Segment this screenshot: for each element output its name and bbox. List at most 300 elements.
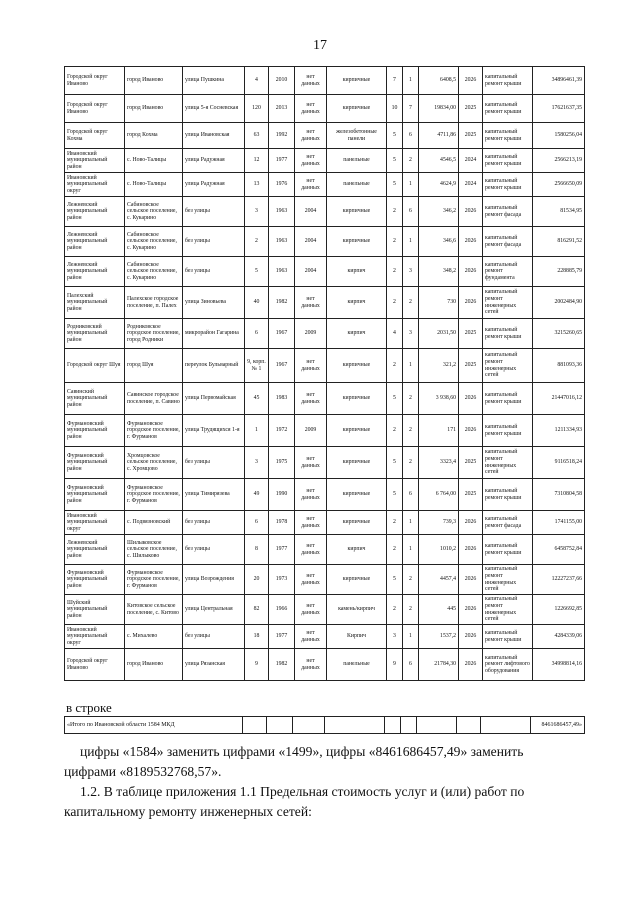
cell-cost: 21447016,12 [533,383,585,415]
cell-year-built: 1977 [269,149,295,173]
cell-settlement: с. Ново-Талицы [125,173,183,197]
cell-work-type: капитальный ремонт лифтового оборудования [483,649,533,681]
cell-overhaul-year: нет данных [295,95,327,123]
cell-plan-year: 2025 [459,479,483,511]
table-row [65,257,585,287]
cell-plan-year: 2026 [459,227,483,257]
cell-overhaul-year: 2009 [295,319,327,349]
cell-area: 21784,30 [419,649,459,681]
cell-house: 63 [245,123,269,149]
cell-house: 2 [245,227,269,257]
cell-municipality: Фурмановский муниципальный район [65,479,125,511]
cell-cost: 6458752,84 [533,535,585,565]
cell-entrances: 2 [403,415,419,447]
cell-street: улица Трудящихся 1-я [183,415,245,447]
cell-street: без улицы [183,447,245,479]
cell-municipality: Шуйский муниципальный район [65,595,125,625]
cell-overhaul-year: нет данных [295,447,327,479]
cell-floors: 2 [387,197,403,227]
cell-wall-material: кирпич [327,257,387,287]
cell-floors: 3 [387,625,403,649]
cell-wall-material: кирпичные [327,565,387,595]
cell-house: 3 [245,197,269,227]
cell-year-built: 1977 [269,535,295,565]
cell-floors: 5 [387,149,403,173]
cell-overhaul-year: нет данных [295,123,327,149]
table-row [65,649,585,681]
cell-wall-material: панельные [327,149,387,173]
cell-entrances: 2 [403,383,419,415]
cell-overhaul-year: нет данных [295,287,327,319]
cell-street: переулок Бульварный [183,349,245,383]
cell-work-type: капитальный ремонт крыши [483,67,533,95]
cell-cost: 12227237,66 [533,565,585,595]
cell-floors: 5 [387,447,403,479]
cell-wall-material: панельные [327,649,387,681]
cell-floors: 5 [387,479,403,511]
cell-wall-material: кирпичные [327,511,387,535]
cell-house: 3 [245,447,269,479]
cell-plan-year: 2025 [459,447,483,479]
cell-cost: 1226692,85 [533,595,585,625]
cell-house: 40 [245,287,269,319]
cell-settlement: Фурмановское городское поселение, г. Фурманов [125,565,183,595]
cell-wall-material: железобетонные панели [327,123,387,149]
cell-wall-material: кирпичные [327,447,387,479]
cell-overhaul-year: нет данных [295,149,327,173]
cell-work-type: капитальный ремонт крыши [483,95,533,123]
cell-plan-year: 2025 [459,319,483,349]
cell-street: микрорайон Гагарина [183,319,245,349]
cell-settlement: город Иваново [125,95,183,123]
cell-house: 1 [245,415,269,447]
cell-street: улица Тимирязева [183,479,245,511]
cell-entrances: 1 [403,511,419,535]
amendment-line-1: цифры «1584» заменить цифрами «1499», цифры «8461686457,49» заменить [80,744,524,759]
cell-wall-material: кирпич [327,287,387,319]
cell-work-type: капитальный ремонт фундамента [483,257,533,287]
cell-area: 445 [419,595,459,625]
cell-year-built: 1963 [269,197,295,227]
cell-house: 49 [245,479,269,511]
cell-entrances: 1 [403,535,419,565]
cell-house: 12 [245,149,269,173]
cell-wall-material: кирпич [327,535,387,565]
cell-cost: 3215260,65 [533,319,585,349]
cell-area: 2031,50 [419,319,459,349]
cell-work-type: капитальный ремонт инженерных сетей [483,565,533,595]
cell-work-type: капитальный ремонт инженерных сетей [483,595,533,625]
cell-overhaul-year: нет данных [295,535,327,565]
cell-work-type: капитальный ремонт крыши [483,415,533,447]
cell-settlement: с. Михалево [125,625,183,649]
cell-overhaul-year: нет данных [295,349,327,383]
cell-area: 4546,5 [419,149,459,173]
cell-entrances: 1 [403,227,419,257]
table-row [65,447,585,479]
cell-floors: 5 [387,383,403,415]
cell-cost: 816291,52 [533,227,585,257]
cell-plan-year: 2026 [459,511,483,535]
cell-area: 4624,9 [419,173,459,197]
cell-area: 3323,4 [419,447,459,479]
table-row [65,349,585,383]
cell-area: 6408,5 [419,67,459,95]
cell-street: улица Ивановская [183,123,245,149]
cell-entrances: 6 [403,479,419,511]
cell-work-type: капитальный ремонт фасада [483,227,533,257]
cell-work-type: капитальный ремонт крыши [483,479,533,511]
cell-street: улица Зиновьева [183,287,245,319]
cell-street: без улицы [183,535,245,565]
cell-entrances: 1 [403,625,419,649]
cell-overhaul-year: нет данных [295,511,327,535]
cell-floors: 2 [387,511,403,535]
cell-floors: 2 [387,349,403,383]
cell-area: 171 [419,415,459,447]
cell-plan-year: 2026 [459,565,483,595]
cell-work-type: капитальный ремонт крыши [483,149,533,173]
cell-work-type: капитальный ремонт крыши [483,123,533,149]
cell-municipality: Родниковский муниципальный район [65,319,125,349]
table-row [65,625,585,649]
cell-work-type: капитальный ремонт крыши [483,173,533,197]
cell-street: улица Радужная [183,149,245,173]
cell-house: 8 [245,535,269,565]
cell-entrances: 1 [403,173,419,197]
cell-municipality: Ивановский муниципальный округ [65,173,125,197]
cell-work-type: капитальный ремонт инженерных сетей [483,349,533,383]
cell-floors: 2 [387,257,403,287]
cell-cost: 2566213,19 [533,149,585,173]
cell-plan-year: 2026 [459,197,483,227]
cell-floors: 2 [387,415,403,447]
cell-wall-material: кирпич [327,319,387,349]
table-row [65,227,585,257]
cell-plan-year: 2026 [459,415,483,447]
cell-wall-material: кирпичные [327,383,387,415]
cell-area: 6 764,00 [419,479,459,511]
cell-entrances: 7 [403,95,419,123]
cell-settlement: Савинское городское поселение, п. Савино [125,383,183,415]
cell-settlement: город Кохма [125,123,183,149]
cell-municipality: Лежневский муниципальный район [65,257,125,287]
cell-house: 5 [245,257,269,287]
cell-settlement: с. Подвязновский [125,511,183,535]
cell-cost: 881093,36 [533,349,585,383]
cell-entrances: 3 [403,257,419,287]
cell-area: 3 938,60 [419,383,459,415]
cell-municipality: Городской округ Иваново [65,95,125,123]
cell-settlement: город Иваново [125,67,183,95]
cell-floors: 7 [387,67,403,95]
cell-house: 20 [245,565,269,595]
cell-settlement: Фурмановское городское поселение, г. Фурманов [125,415,183,447]
cell-plan-year: 2026 [459,625,483,649]
cell-wall-material: камень/кирпич [327,595,387,625]
summary-total: 8461686457,49» [531,717,585,734]
cell-house: 18 [245,625,269,649]
cell-year-built: 2013 [269,95,295,123]
cell-work-type: капитальный ремонт крыши [483,319,533,349]
cell-year-built: 1992 [269,123,295,149]
cell-street: улица Пушкина [183,67,245,95]
cell-year-built: 1966 [269,595,295,625]
cell-municipality: Городской округ Кохма [65,123,125,149]
cell-area: 739,3 [419,511,459,535]
cell-entrances: 6 [403,197,419,227]
cell-house: 9, корп. № 1 [245,349,269,383]
cell-area: 346,2 [419,197,459,227]
cell-year-built: 1978 [269,511,295,535]
table-row [65,123,585,149]
cell-house: 6 [245,511,269,535]
cell-floors: 5 [387,123,403,149]
cell-house: 6 [245,319,269,349]
cell-work-type: капитальный ремонт инженерных сетей [483,447,533,479]
cell-entrances: 6 [403,123,419,149]
table-row [65,95,585,123]
cell-overhaul-year: нет данных [295,67,327,95]
clause-1-2-line-1: 1.2. В таблице приложения 1.1 Предельная стоимость услуг и (или) работ по [80,784,525,799]
cell-municipality: Ивановский муниципальный округ [65,511,125,535]
cell-area: 4457,4 [419,565,459,595]
cell-settlement: с. Ново-Талицы [125,149,183,173]
cell-plan-year: 2026 [459,595,483,625]
cell-settlement: Палехское городское поселение, п. Палех [125,287,183,319]
summary-label: «Итого по Ивановской области 1584 МКД [65,717,243,734]
cell-plan-year: 2025 [459,95,483,123]
cell-municipality: Городской округ Шуя [65,349,125,383]
cell-entrances: 2 [403,595,419,625]
table-row [65,287,585,319]
table-row [65,149,585,173]
cell-overhaul-year: нет данных [295,595,327,625]
cell-entrances: 2 [403,565,419,595]
cell-entrances: 6 [403,649,419,681]
v-stroke-label: в строке [66,700,112,715]
cell-overhaul-year: нет данных [295,479,327,511]
cell-settlement: Шилыковское сельское поселение, с. Шилыково [125,535,183,565]
cell-house: 9 [245,649,269,681]
cell-wall-material: кирпичные [327,197,387,227]
cell-settlement: Фурмановское городское поселение, г. Фурманов [125,479,183,511]
cell-entrances: 3 [403,319,419,349]
cell-year-built: 2010 [269,67,295,95]
cell-municipality: Фурмановский муниципальный район [65,565,125,595]
cell-overhaul-year: нет данных [295,625,327,649]
cell-street: улица Радужная [183,173,245,197]
cell-floors: 2 [387,535,403,565]
table-row [65,415,585,447]
cell-settlement: Сабиновское сельское поселение, с. Кукарино [125,257,183,287]
cell-municipality: Савинский муниципальный район [65,383,125,415]
amendment-line-2: цифрами «8189532768,57». [64,764,222,779]
cell-wall-material: кирпичные [327,67,387,95]
cell-year-built: 1982 [269,287,295,319]
clause-1-2-line-2: капитальному ремонту инженерных сетей: [64,804,312,819]
cell-municipality: Ивановский муниципальный район [65,149,125,173]
cell-year-built: 1983 [269,383,295,415]
cell-settlement: Родниковское городское поселение, город Родники [125,319,183,349]
cell-plan-year: 2026 [459,287,483,319]
cell-wall-material: кирпичные [327,95,387,123]
cell-plan-year: 2026 [459,383,483,415]
cell-overhaul-year: нет данных [295,173,327,197]
cell-year-built: 1975 [269,447,295,479]
cell-plan-year: 2026 [459,257,483,287]
cell-street: без улицы [183,511,245,535]
cell-year-built: 1976 [269,173,295,197]
cell-entrances: 2 [403,287,419,319]
cell-overhaul-year: нет данных [295,383,327,415]
cell-settlement: Сабиновское сельское поселение, с. Кукарино [125,197,183,227]
table-row [65,197,585,227]
cell-area: 321,2 [419,349,459,383]
cell-overhaul-year: 2004 [295,197,327,227]
cell-wall-material: Кирпич [327,625,387,649]
cell-year-built: 1967 [269,319,295,349]
cell-area: 346,6 [419,227,459,257]
table-row [65,319,585,349]
cell-house: 120 [245,95,269,123]
cell-municipality: Фурмановский муниципальный район [65,447,125,479]
cell-wall-material: кирпичные [327,227,387,257]
cell-wall-material: кирпичные [327,349,387,383]
cell-municipality: Городской округ Иваново [65,649,125,681]
cell-floors: 9 [387,649,403,681]
cell-floors: 2 [387,595,403,625]
cell-cost: 4284339,06 [533,625,585,649]
cell-settlement: город Иваново [125,649,183,681]
cell-house: 13 [245,173,269,197]
cell-plan-year: 2025 [459,349,483,383]
table-row [65,511,585,535]
cell-entrances: 2 [403,447,419,479]
cell-street: улица Рязанская [183,649,245,681]
cell-house: 45 [245,383,269,415]
cell-settlement: Сабиновское сельское поселение, с. Кукарино [125,227,183,257]
cell-overhaul-year: 2004 [295,227,327,257]
table-row [65,173,585,197]
page-number: 17 [313,38,327,53]
cell-entrances: 2 [403,149,419,173]
cell-year-built: 1977 [269,625,295,649]
cell-street: без улицы [183,625,245,649]
cell-area: 4711,86 [419,123,459,149]
cell-cost: 9116518,24 [533,447,585,479]
cell-cost: 228885,79 [533,257,585,287]
cell-year-built: 1990 [269,479,295,511]
cell-settlement: город Шуя [125,349,183,383]
cell-plan-year: 2026 [459,649,483,681]
table-row [65,479,585,511]
cell-work-type: капитальный ремонт крыши [483,535,533,565]
table-row [65,383,585,415]
cell-wall-material: панельные [327,173,387,197]
cell-floors: 2 [387,227,403,257]
cell-area: 1537,2 [419,625,459,649]
cell-municipality: Палехский муниципальный район [65,287,125,319]
cell-year-built: 1963 [269,227,295,257]
cell-year-built: 1982 [269,649,295,681]
cell-street: без улицы [183,227,245,257]
cell-floors: 5 [387,565,403,595]
cell-year-built: 1972 [269,415,295,447]
cell-municipality: Лежневский муниципальный район [65,535,125,565]
cell-cost: 81534,95 [533,197,585,227]
cell-street: без улицы [183,257,245,287]
cell-house: 82 [245,595,269,625]
cell-cost: 7310804,58 [533,479,585,511]
cell-work-type: капитальный ремонт фасада [483,511,533,535]
cell-municipality: Фурмановский муниципальный район [65,415,125,447]
cell-work-type: капитальный ремонт крыши [483,383,533,415]
cell-cost: 2566650,09 [533,173,585,197]
cell-entrances: 1 [403,67,419,95]
cell-area: 1010,2 [419,535,459,565]
cell-year-built: 1967 [269,349,295,383]
cell-area: 348,2 [419,257,459,287]
table-row [65,595,585,625]
cell-municipality: Лежневский муниципальный район [65,197,125,227]
cell-plan-year: 2024 [459,149,483,173]
table-row [65,67,585,95]
cell-overhaul-year: 2009 [295,415,327,447]
cell-work-type: капитальный ремонт фасада [483,197,533,227]
cell-overhaul-year: нет данных [295,565,327,595]
cell-street: улица Первомайская [183,383,245,415]
cell-cost: 34896461,39 [533,67,585,95]
cell-municipality: Городской округ Иваново [65,67,125,95]
table-row [65,565,585,595]
cell-plan-year: 2026 [459,67,483,95]
cell-plan-year: 2024 [459,173,483,197]
cell-work-type: капитальный ремонт крыши [483,625,533,649]
cell-house: 4 [245,67,269,95]
cell-floors: 2 [387,287,403,319]
cell-settlement: Хромцовское сельское поселение, с. Хромцово [125,447,183,479]
cell-year-built: 1973 [269,565,295,595]
cell-street: улица Возрождения [183,565,245,595]
cell-floors: 4 [387,319,403,349]
cell-floors: 5 [387,173,403,197]
cell-cost: 1741155,00 [533,511,585,535]
cell-wall-material: кирпичные [327,415,387,447]
cell-entrances: 1 [403,349,419,383]
cell-cost: 2002484,90 [533,287,585,319]
cell-area: 19834,00 [419,95,459,123]
cell-cost: 17621637,35 [533,95,585,123]
cell-municipality: Ивановский муниципальный округ [65,625,125,649]
cell-street: улица 5-я Сосневская [183,95,245,123]
cell-work-type: капитальный ремонт инженерных сетей [483,287,533,319]
cell-cost: 34998814,16 [533,649,585,681]
cell-settlement: Китовское сельское поселение, с. Китово [125,595,183,625]
cell-cost: 1580256,04 [533,123,585,149]
cell-street: улица Центральная [183,595,245,625]
summary-row-table [64,716,585,734]
cell-plan-year: 2025 [459,123,483,149]
cell-floors: 10 [387,95,403,123]
mkd-table [64,66,585,681]
cell-overhaul-year: 2004 [295,257,327,287]
cell-plan-year: 2026 [459,535,483,565]
cell-municipality: Лежневский муниципальный район [65,227,125,257]
cell-overhaul-year: нет данных [295,649,327,681]
cell-wall-material: кирпичные [327,479,387,511]
cell-cost: 1211334,93 [533,415,585,447]
